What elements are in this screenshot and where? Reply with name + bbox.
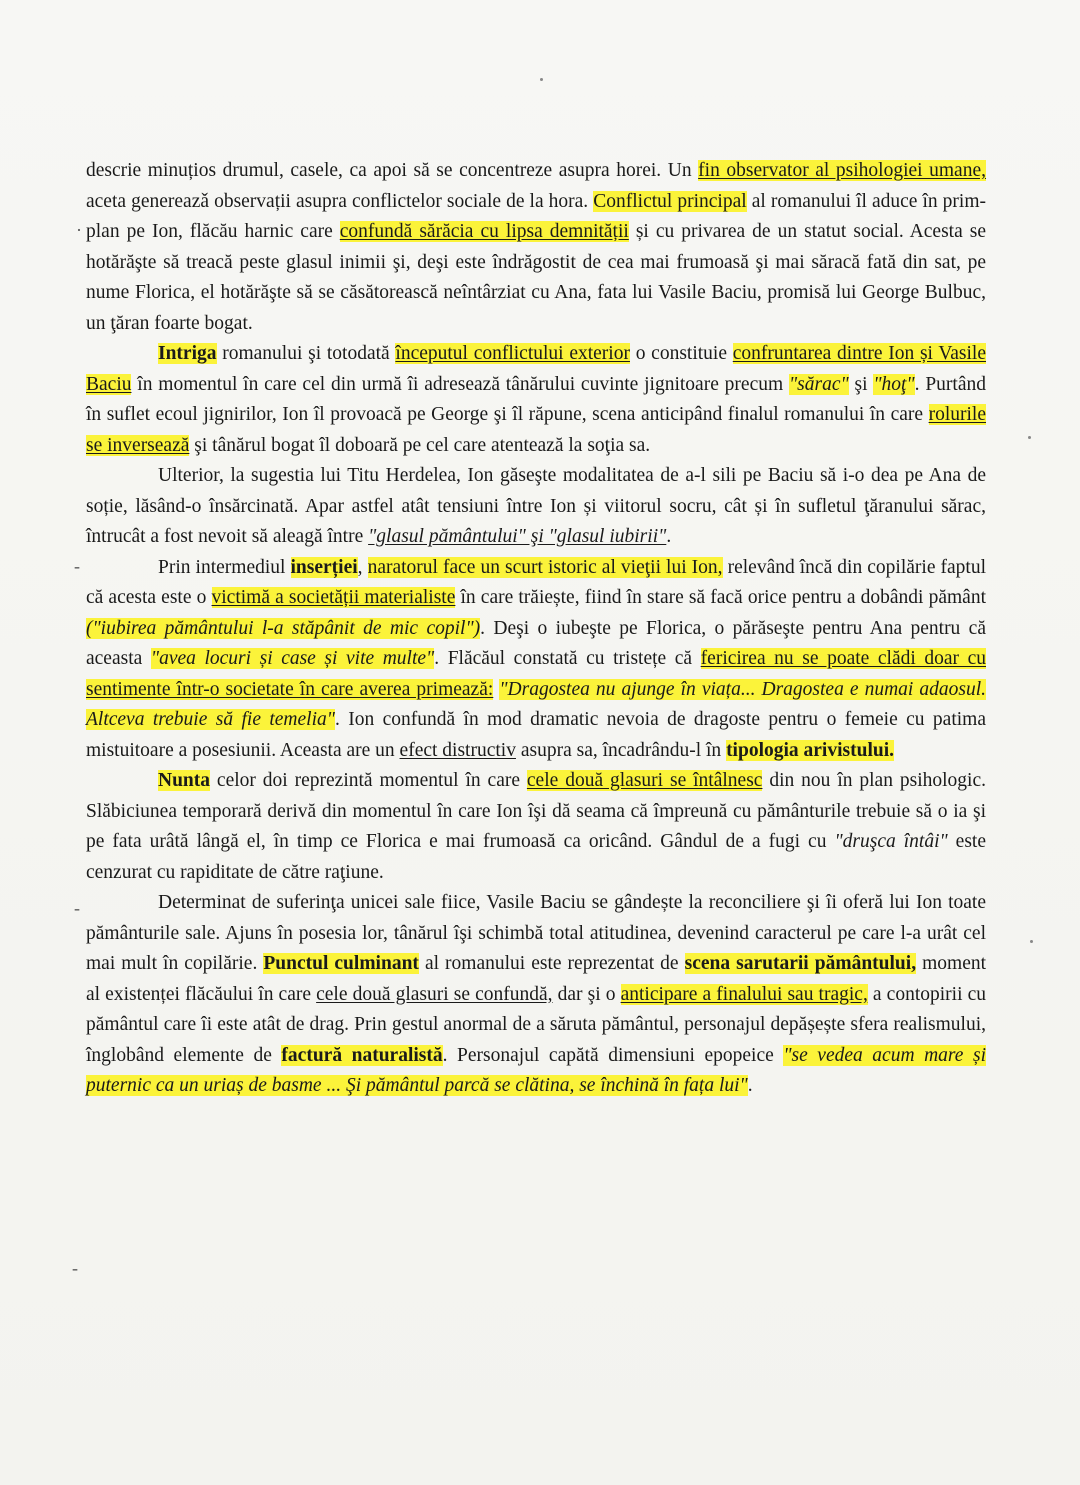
text-run: . Purtând în suflet ecoul jignirilor, Ion îl provoacă pe George şi îl răpune, scena anticipând finalul romanului în care: [86, 373, 986, 425]
text-run: .: [666, 526, 672, 547]
text-run: în momentul în care cel din urmă îi adresează tânărului cuvinte jignitoare precum: [131, 373, 789, 395]
margin-mark: -: [72, 1258, 78, 1278]
text-run: Prin intermediul: [158, 556, 291, 578]
scan-speck: [1028, 436, 1031, 439]
text-run: moment al existenței flăcăului în care: [86, 953, 987, 1005]
underlined-text: "glasul pământului" şi "glasul iubirii": [368, 526, 667, 547]
text-run: dar şi o: [552, 983, 621, 1005]
text-run: o constituie: [629, 343, 733, 364]
highlighted-text: confruntarea dintre Ion și Vasile Baciu: [86, 343, 986, 395]
text-run: aceta genereazǎ observații asupra conflictelor sociale de la hora.: [86, 190, 594, 212]
highlighted-text: fericirea nu se poate clădi doar cu sentimente într-o societate în care averea primează:: [86, 648, 986, 700]
paragraph: [86, 339, 986, 461]
highlighted-text: începutul conflictului exterior: [395, 343, 630, 364]
highlighted-text: ("iubirea pământului l-a stăpânit de mic copil"): [86, 617, 481, 639]
text-run: și cu privarea de un statut social. Acesta se hotărăşte să treacă peste glasul inimii şi, deşi este îndrăgostit de cea mai frumoasă şi mai săracă fată din sat, pe nume Florica, el hotărăşte să se căsătorească neîntârziat cu Ana, fata lui Vasile Baciu, promisă lui George Bulbuc, un ţăran foarte bogat.: [86, 221, 986, 334]
text-run: ,: [357, 556, 368, 578]
text-run: şi tânărul bogat îl doboară pe cel care atentează la soţia sa.: [189, 434, 651, 456]
text-run: romanului şi totodată: [216, 343, 396, 364]
text-run: .: [747, 1075, 753, 1096]
text-run: al romanului îl aduce în prim-plan pe Ion, flăcău harnic care: [86, 190, 986, 242]
margin-mark: -: [74, 898, 80, 918]
highlighted-text: factură naturalistă: [281, 1044, 443, 1066]
underlined-text: efect distructiv: [399, 739, 516, 761]
highlighted-text: confundă sărăcia cu lipsa demnității: [339, 221, 629, 242]
text-run: relevând încă din copilărie faptul că acesta este o: [86, 556, 986, 608]
text-run: al romanului este reprezentat de: [418, 953, 685, 974]
margin-mark: ·: [76, 220, 82, 240]
highlighted-text: "sărac": [788, 373, 849, 395]
highlighted-text: "hoţ": [873, 373, 915, 395]
highlighted-text: "Dragostea nu ajunge în viața... Dragostea e numai adaosul. Altceva trebuie să fie temelia": [86, 678, 987, 730]
text-run: . Flăcăul constată cu tristețe că: [434, 648, 701, 669]
highlighted-text: fin observator al psihologiei umane,: [698, 160, 986, 181]
underlined-text: cele două glasuri se confundă,: [316, 983, 553, 1005]
highlighted-text: Nunta: [158, 770, 211, 791]
highlighted-text: victimă a societății materialiste: [211, 587, 456, 608]
text-run: . Personajul capătă dimensiuni epopeice: [442, 1044, 784, 1066]
scan-speck: [1030, 940, 1033, 943]
highlighted-text: inserției: [290, 556, 358, 578]
highlighted-text: "se vedea acum mare și puternic ca un uriaș de basme ... Şi pământul parcă se clătina, se închină în fața lui": [86, 1044, 986, 1096]
text-run: şi: [848, 373, 874, 395]
paragraph: [86, 156, 986, 339]
highlighted-text: Conflictul principal: [593, 190, 747, 212]
highlighted-text: tipologia arivistului.: [726, 739, 895, 761]
text-run: asupra sa, încadrându-l în: [515, 739, 727, 761]
text-run: . Deşi o iubeşte pe Florica, o părăseşte pentru Ana pentru că aceasta: [86, 617, 986, 669]
highlighted-text: "avea locuri și case și vite multe": [150, 648, 435, 669]
margin-mark: -: [74, 556, 80, 576]
highlighted-text: naratorul face un scurt istoric al vieţii lui Ion,: [367, 556, 723, 578]
highlighted-text: anticipare a finalului sau tragic,: [620, 983, 868, 1005]
highlighted-text: cele două glasuri se întâlnesc: [526, 770, 763, 791]
text-run: din nou în plan psihologic. Slăbiciunea temporară derivă din momentul în care Ion îşi dă seama că împreună cu pământurile trebuie să o ia şi pe fata urâtă lângă el, în timp ce Florica e mai frumoasă ca oricând. Gândul de a fugi cu: [86, 770, 986, 852]
highlighted-text: Punctul culminant: [263, 953, 419, 974]
paragraph: [86, 461, 986, 553]
text-run: descrie minuțios drumul, casele, ca apoi să se concentreze asupra horei. Un: [86, 160, 699, 181]
paragraph: [86, 766, 986, 888]
scan-speck: [540, 78, 543, 81]
document-body: [86, 156, 986, 1102]
paragraph: [86, 553, 986, 767]
highlighted-text: Intriga: [158, 343, 217, 364]
text-run: "druşca întâi": [834, 831, 948, 852]
text-run: a contopirii cu pământul care îi este atât de drag. Prin gestul anormal de a săruta pământul, personajul depășește sfera realismului, înglobând elemente de: [86, 983, 986, 1066]
text-run: celor doi reprezintă momentul în care: [210, 770, 527, 791]
text-run: este cenzurat cu rapiditate de către raţiune.: [86, 831, 986, 883]
text-run: Determinat de suferinţa unicei sale fiice, Vasile Baciu se gândește la reconciliere şi îi oferă lui Ion toate pământurile sale. Ajuns în posesia lor, tânărul îşi schimbă total atitudinea, devenind caracterul pe care l-a urât cel mai mult în copilărie.: [86, 892, 986, 974]
text-run: Ulterior, la sugestia lui Titu Herdelea, Ion găseşte modalitatea de a-l sili pe Baciu să i-o dea pe Ana de soție, lăsând-o însărcinată. Apar astfel atât tensiuni între Ion și viitorul socru, cât și în sufletul ţăranului sărac, întrucât a fost nevoit să aleagă între: [86, 465, 986, 547]
highlighted-text: scena sarutarii pământului,: [684, 953, 917, 974]
highlighted-text: rolurile se inversează: [86, 404, 986, 456]
text-run: . Ion confundă în mod dramatic nevoia de dragoste pentru o femeie cu patima mistuitoare a posesiunii. Aceasta are un: [86, 709, 986, 761]
paragraph: [86, 888, 986, 1102]
text-run: în care trăiește, fiind în stare să facă orice pentru a dobândi pământ: [455, 587, 986, 608]
